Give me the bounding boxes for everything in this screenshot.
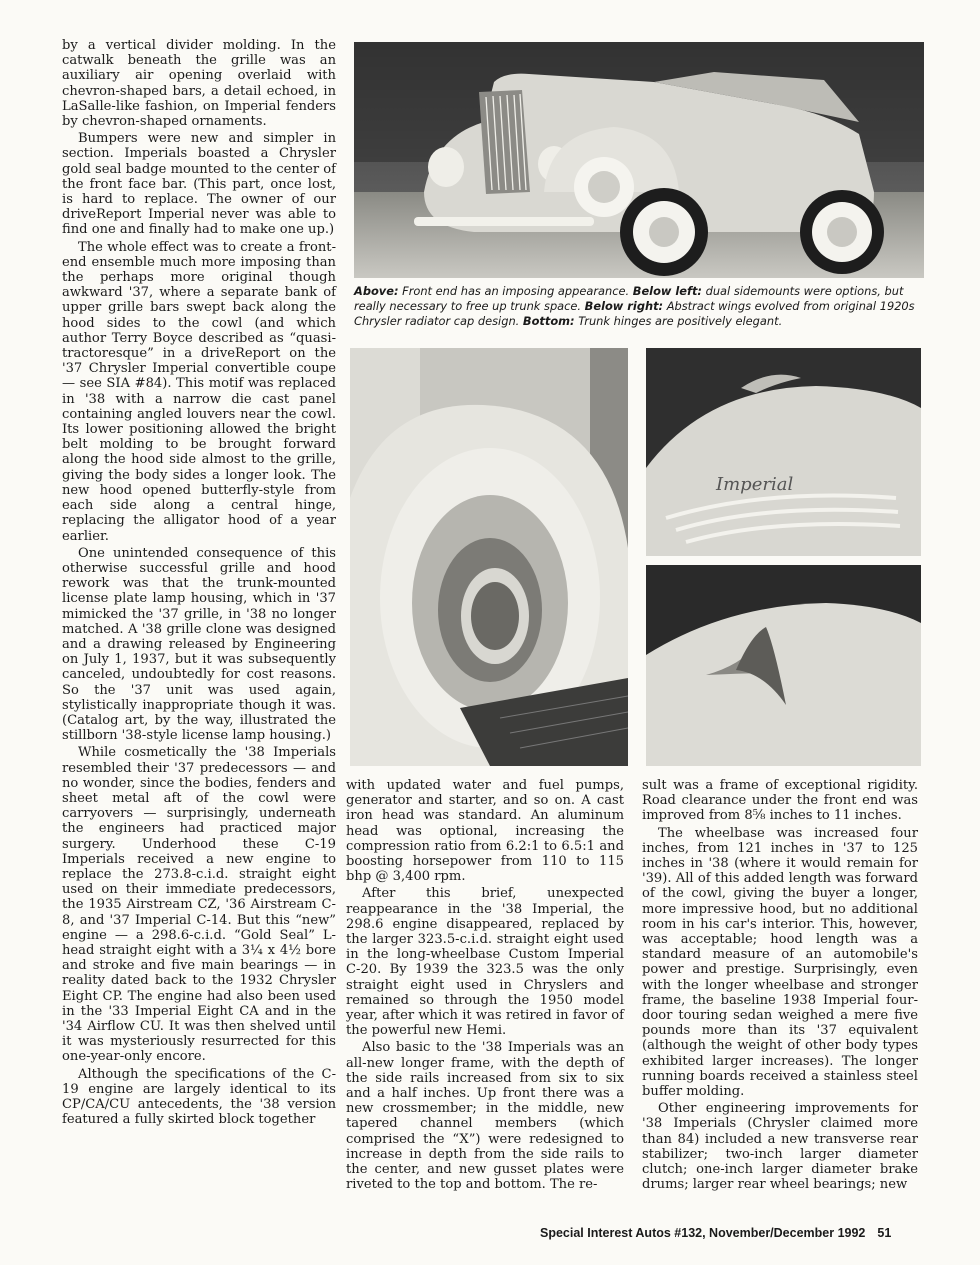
- paragraph: While cosmetically the '38 Imperials resembled their '37 predecessors — and no wonder, since the bodies, fenders and sheet metal aft of the cowl were carryovers — surprisingly, underneath the engineers had practiced major surgery. Underhood these C-19 Imperials received a new engine to replace the 273.8-c.i.d. straight eight used on their immediate predecessors, the 1935 Airstream CZ, '36 Airstream C-8, and '37 Imperial C-14. But this “new” engine — a 298.6-c.i.d. “Gold Seal” L-head straight eight with a 3¼ x 4½ bore and stroke and five main bearings — in reality dated back to the 1932 Chrysler Eight CP. The engine had also been used in the '33 Imperial Eight CA and in the '34 Airflow CU. It was then shelved until it was mysteriously resurrected for this one-year-only encore.: [62, 745, 336, 1065]
- paragraph: sult was a frame of exceptional rigidity. Road clearance under the front end was improved from 8⅝ inches to 11 inches.: [642, 778, 918, 824]
- paragraph: by a vertical divider molding. In the catwalk beneath the grille was an auxiliary air opening overlaid with chevron-shaped bars, a detail echoed, in LaSalle-like fashion, on Imperial fenders by chevron-shaped ornaments.: [62, 38, 336, 130]
- text-column-1: [62, 38, 336, 1129]
- paragraph: The whole effect was to create a front-end ensemble much more imposing than the perhaps more original though awkward '37, where a separate bank of upper grille bars swept back along the hood sides to the cowl (and which author Terry Boyce described as “quasi-tractoresque” in a driveReport on the '37 Chrysler Imperial convertible coupe — see SIA #84). This motif was replaced in '38 with a narrow die cast panel containing angled louvers near the cowl. Its lower positioning allowed the bright belt molding to be brought forward along the hood side almost to the grille, giving the body sides a longer look. The new hood opened butterfly-style from each side along a central hinge, replacing the alligator hood of a year earlier.: [62, 239, 336, 544]
- caption-label: Bottom:: [522, 314, 575, 328]
- page-footer: [540, 1226, 920, 1240]
- paragraph: The wheelbase was increased four inches, from 121 inches in '37 to 125 inches in '38 (where it would remain for '39). All of this added length was forward of the cowl, giving the buyer a longer, more impressive hood, but no additional room in his car's interior. This, however, was acceptable; hood length was a standard measure of an automobile's power and prestige. Surprisingly, even with the longer wheelbase and stronger frame, the baseline 1938 Imperial four-door touring sedan weighed a mere five pounds more than its '37 equivalent (although the weight of other body types exhibited larger increases). The longer running boards received a stainless steel buffer molding.: [642, 825, 918, 1100]
- caption-label: Below left:: [632, 284, 702, 298]
- imperial-script: Imperial: [716, 474, 794, 495]
- photo-hood-ornament: [646, 348, 921, 556]
- photo-trunk-hinge: [646, 565, 921, 766]
- paragraph: Other engineering improvements for '38 Imperials (Chrysler claimed more than 84) included a new transverse rear stabilizer; two-inch larger diameter clutch; one-inch larger diameter brake drums; larger rear wheel bearings; new: [642, 1101, 918, 1193]
- photo-caption: [354, 284, 924, 329]
- caption-text: Abstract wings evolved from original 1920s Chrysler radiator cap design.: [354, 299, 915, 328]
- publication-info: Special Interest Autos #132, November/December 1992: [540, 1226, 866, 1240]
- caption-text: Front end has an imposing appearance.: [398, 284, 633, 298]
- text-column-2: [346, 778, 624, 1194]
- photo-sidemount: [350, 348, 628, 766]
- paragraph: After this brief, unexpected reappearance in the '38 Imperial, the 298.6 engine disappeared, replaced by the larger 323.5-c.i.d. straight eight used in the long-wheelbase Custom Imperial C-20. By 1939 the 323.5 was the only straight eight used in Chryslers and remained so through the 1950 model year, after which it was retired in favor of the powerful new Hemi.: [346, 886, 624, 1039]
- text-column-3: [642, 778, 918, 1194]
- paragraph: Bumpers were new and simpler in section. Imperials boasted a Chrysler gold seal badge mounted to the center of the front face bar. (This part, once lost, is hard to replace. The owner of our driveReport Imperial never was able to find one and finally had to make one up.): [62, 131, 336, 238]
- caption-label: Below right:: [584, 299, 664, 313]
- paragraph: with updated water and fuel pumps, generator and starter, and so on. A cast iron head was standard. An aluminum head was optional, increasing the compression ratio from 6.2:1 to 6.5:1 and boosting horsepower from 110 to 115 bhp @ 3,400 rpm.: [346, 778, 624, 885]
- caption-label: Above:: [354, 284, 399, 298]
- paragraph: One unintended consequence of this otherwise successful grille and hood rework was that the trunk-mounted license plate lamp housing, which in '37 mimicked the '37 grille, in '38 no longer matched. A '38 grille clone was designed and a drawing released by Engineering on July 1, 1937, but it was subsequently canceled, undoubtedly for cost reasons. So the '37 unit was used again, stylistically inappropriate though it was. (Catalog art, by the way, illustrated the stillborn '38-style license lamp housing.): [62, 545, 336, 744]
- paragraph: Also basic to the '38 Imperials was an all-new longer frame, with the depth of the side rails increased from six to six and a half inches. Up front there was a new crossmember; in the middle, new tapered channel members (which comprised the “X”) were redesigned to increase in depth from the side rails to the center, and new gusset plates were riveted to the top and bottom. The re-: [346, 1040, 624, 1193]
- paragraph: Although the specifications of the C-19 engine are largely identical to its CP/CA/CU antecedents, the '38 version featured a fully skirted block together: [62, 1066, 336, 1128]
- page-number: 51: [877, 1226, 892, 1240]
- caption-text: Trunk hinges are positively elegant.: [574, 314, 783, 328]
- photo-front-end: [354, 42, 924, 278]
- caption-text: dual sidemounts were options, but really necessary to free up trunk space.: [354, 284, 904, 313]
